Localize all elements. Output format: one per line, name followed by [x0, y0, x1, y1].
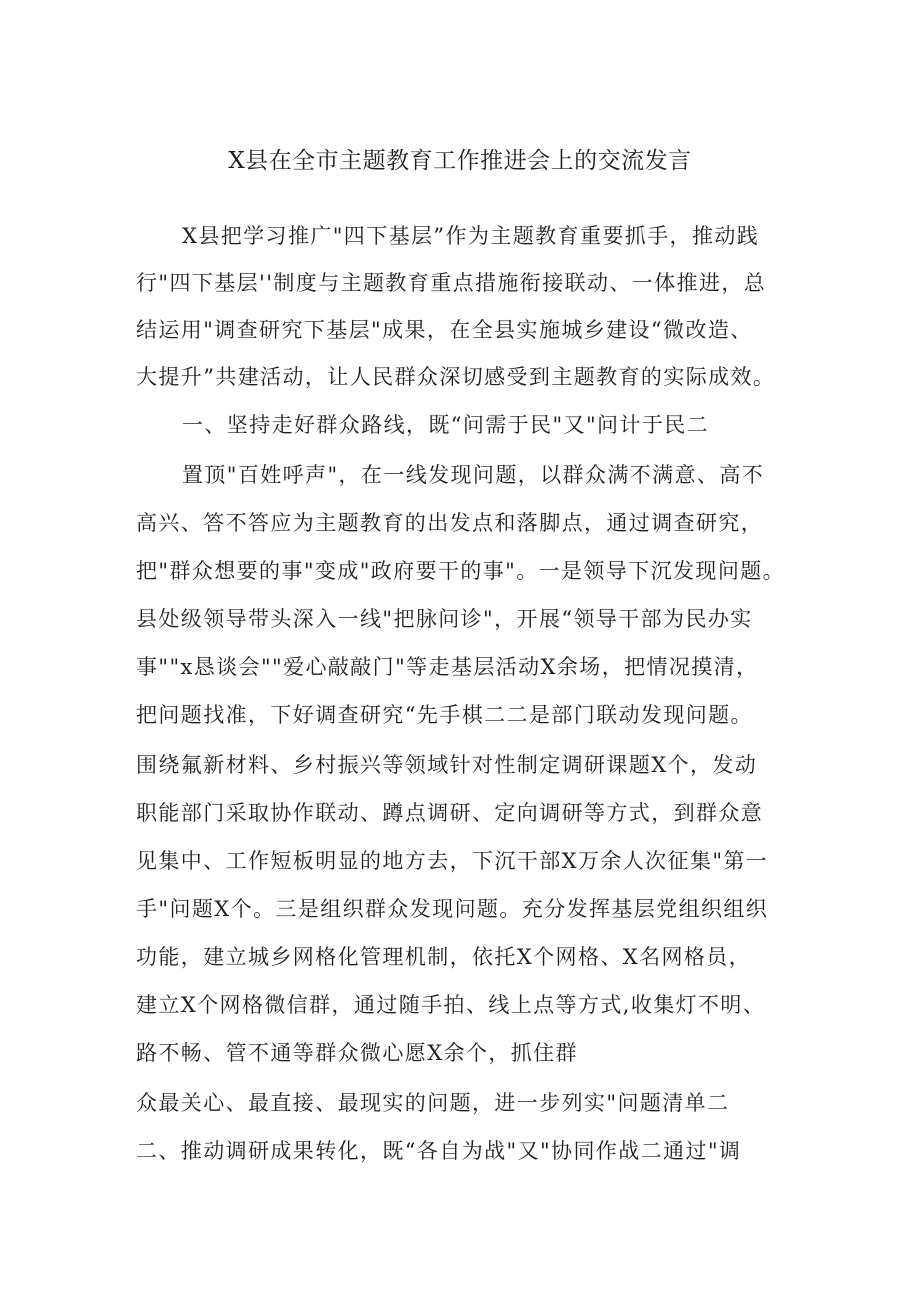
paragraph-line: 行"四下基层''制度与主题教育重点措施衔接联动、一体推进，总 [136, 271, 767, 295]
document-title: X县在全市主题教育工作推进会上的交流发言 [228, 148, 692, 174]
paragraph-line: 事""x恳谈会""爱心敲敲门"等走基层活动X余场，把情况摸清， [136, 655, 759, 679]
paragraph-line: 手"问题X个。三是组织群众发现问题。充分发挥基层党组织组织 [136, 897, 769, 921]
paragraph-line: 众最关心、最直接、最现实的问题，进一步列实"问题清单二 [136, 1091, 730, 1115]
paragraph-line: 把"群众想要的事"变成"政府要干的事"。一是领导下沉发现问题。 [136, 559, 786, 583]
paragraph-line: 功能，建立城乡网格化管理机制，依托X个网格、X名网格员， [136, 945, 752, 969]
section-heading: 一、坚持走好群众路线，既“问需于民"又"问计于民二 [182, 413, 710, 437]
paragraph-line: 建立X个网格微信群，通过随手拍、线上点等方式,收集灯不明、 [136, 993, 766, 1017]
paragraph-line: X县把学习推广"四下基层”作为主题教育重要抓手，推动践 [182, 224, 760, 248]
paragraph-line: 职能部门采取协作联动、蹲点调研、定向调研等方式，到群众意 [136, 801, 764, 825]
paragraph-line: 高兴、答不答应为主题教育的出发点和落脚点，通过调查研究， [136, 511, 764, 535]
paragraph-line: 把问题找准，下好调查研究“先手棋二二是部门联动发现问题。 [136, 703, 753, 727]
paragraph-line: 大提升”共建活动，让人民群众深切感受到主题教育的实际成效。 [136, 365, 776, 389]
section-heading: 二、推动调研成果转化，既“各自为战"又"协同作战二通过"调 [136, 1139, 742, 1163]
paragraph-line: 路不畅、管不通等群众微心愿X余个，抓住群 [136, 1041, 578, 1065]
paragraph-line: 结运用"调查研究下基层"成果，在全县实施城乡建设“微改造、 [136, 318, 753, 342]
paragraph-line: 置顶"百姓呼声"，在一线发现问题，以群众满不满意、高不 [182, 463, 765, 487]
paragraph-line: 见集中、工作短板明显的地方去，下沉干部X万余人次征集"第一 [136, 849, 769, 873]
paragraph-line: 围绕氟新材料、乡村振兴等领域针对性制定调研课题X个，发动 [136, 753, 758, 777]
paragraph-line: 县处级领导带头深入一线"把脉问诊"，开展“领导干部为民办实 [136, 607, 753, 631]
